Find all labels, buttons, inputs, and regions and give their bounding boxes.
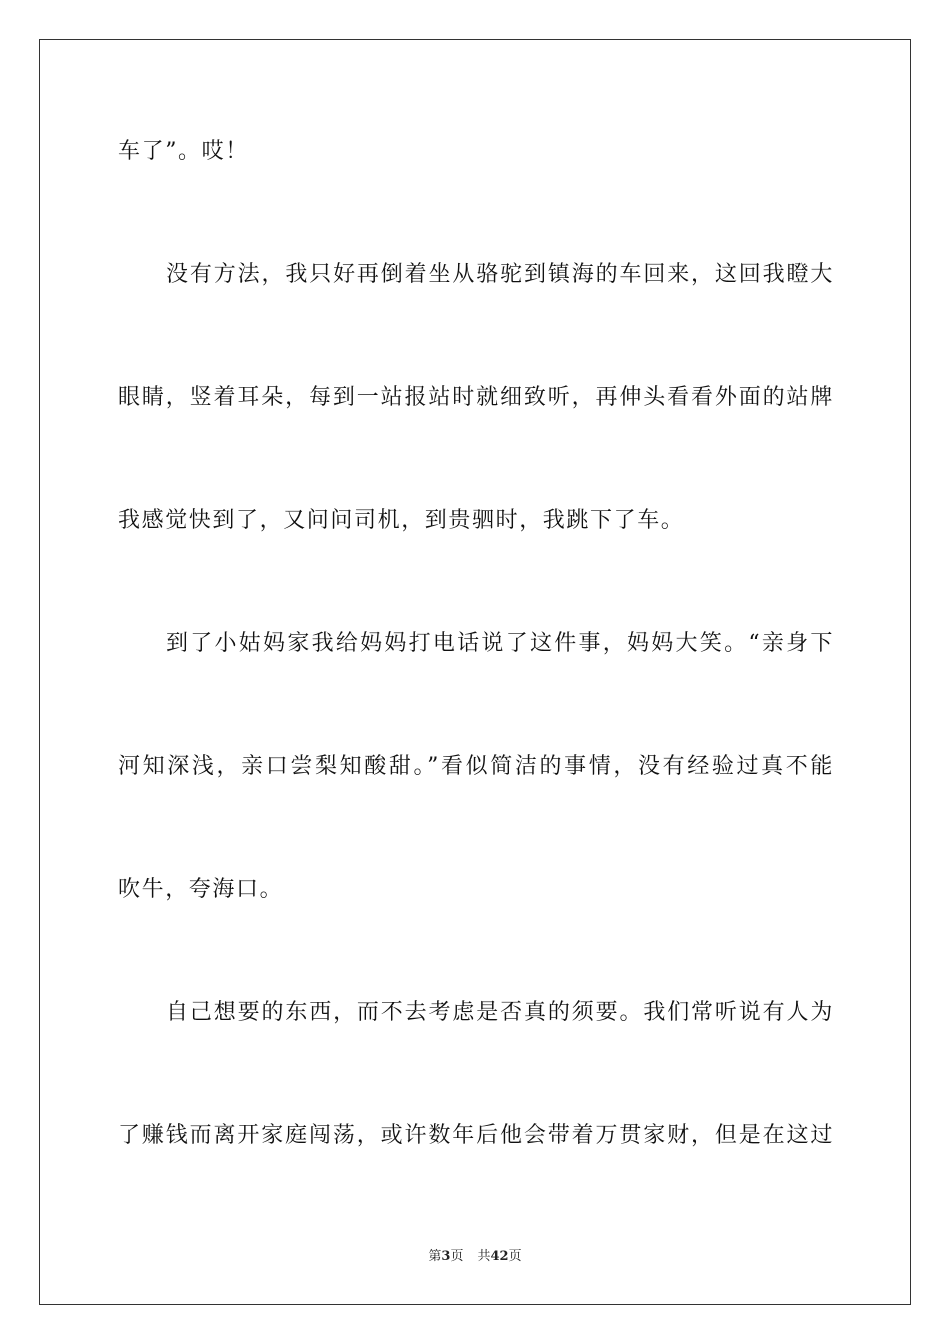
page-suffix: 页 (450, 1249, 464, 1264)
text-line-9: 了赚钱而离开家庭闯荡，或许数年后他会带着万贯家财，但是在这过 (118, 1123, 834, 1148)
text-line-1: 车了”。哎！ (118, 139, 249, 164)
page-number: 3 (441, 1249, 451, 1264)
text-line-8: 自己想要的东西，而不去考虑是否真的须要。我们常听说有人为 (166, 1000, 834, 1025)
text-line-5: 到了小姑妈家我给妈妈打电话说了这件事，妈妈大笑。“亲身下 (166, 631, 834, 656)
total-pages: 42 (490, 1249, 509, 1264)
text-line-7: 吹牛，夸海口。 (118, 877, 284, 902)
page-prefix: 第 (428, 1249, 442, 1264)
total-suffix: 页 (508, 1249, 522, 1264)
total-prefix: 共 (477, 1249, 491, 1264)
page-footer (0, 1248, 950, 1266)
page-border (39, 39, 911, 1305)
text-line-6: 河知深浅，亲口尝梨知酸甜。”看似简洁的事情，没有经验过真不能 (118, 754, 834, 779)
text-line-2: 没有方法，我只好再倒着坐从骆驼到镇海的车回来，这回我瞪大 (166, 262, 834, 287)
text-line-4: 我感觉快到了，又问问司机，到贵驷时，我跳下了车。 (118, 508, 685, 533)
text-line-3: 眼睛，竖着耳朵，每到一站报站时就细致听，再伸头看看外面的站牌 (118, 385, 834, 410)
